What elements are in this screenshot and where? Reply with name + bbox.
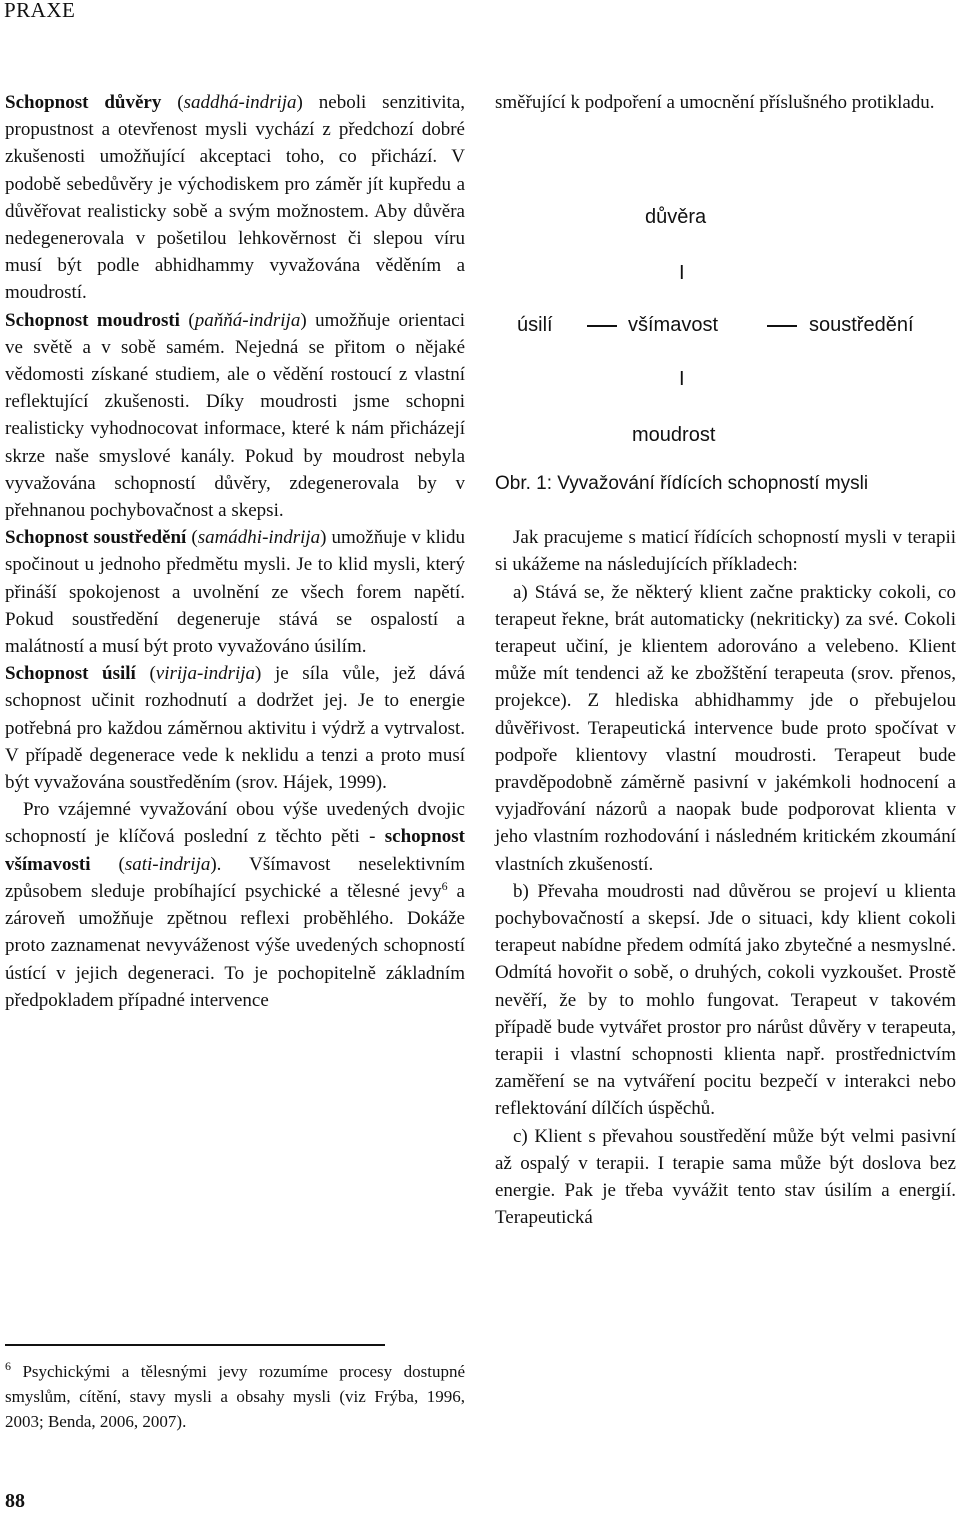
- figure-caption: Obr. 1: Vyvažování řídících schopností mysli: [495, 473, 869, 495]
- paragraph-intro: Jak pracujeme s maticí řídících schopností mysli v terapii si ukážeme na následujících příkladech:: [495, 527, 956, 576]
- term-wisdom: Schopnost moudrosti: [5, 309, 180, 331]
- running-header: PRAXE: [4, 0, 76, 22]
- term-effort: Schopnost úsilí: [5, 663, 136, 685]
- footnote-number: 6: [5, 1359, 11, 1373]
- paragraph-example-c: c) Klient s převahou soustředění může být velmi pasivní až ospalý v terapii. I terapie sama může být doslova bez energie. Pak je třeba vyvážit tento stav úsilím a energií. Terapeutická: [495, 1125, 956, 1229]
- pali-term-wisdom: paňňá-indrija: [194, 309, 301, 331]
- term-concentration: Schopnost soustředění: [5, 527, 187, 549]
- diagram-node-effort: úsilí: [517, 314, 553, 337]
- spacer: [495, 497, 956, 524]
- balance-diagram: [495, 116, 956, 470]
- term-mindfulness: schopnost všímavosti: [5, 826, 465, 875]
- paragraph-continuation: směřující k podpoření a umocnění příslušného protikladu.: [495, 92, 935, 113]
- paragraph-trust: Schopnost důvěry (saddhá-indrija) neboli senzitivita, propustnost a otevřenost mysli vychází z předchozí dobré zkušenosti umožňující akceptaci toho, co přichází. V podobě sebedůvěry je východiskem pro záměr jít kupředu a důvěřovat realisticky sobě a svým možnostem. Aby důvěra nedegenerovala v pošetilou lehkověrnost či slepou víru musí být podle abhidhammy vyvažována věděním a moudrostí.: [5, 92, 466, 304]
- diagram-node-wisdom: moudrost: [632, 424, 716, 447]
- page-number: 88: [5, 1490, 25, 1512]
- paragraph-mindfulness: Pro vzájemné vyvažování obou výše uvedených dvojic schopností je klíčová poslední z těchto pěti - schopnost všímavosti (sati-indrija). Všímavost neselektivním způsobem sleduje probíhající psychické a tělesné jevy$^6$ a zároveň umožňuje zpětnou reflexi proběhlého. Dokáže proto zaznamenat nevyváženost výše uvedených schopností ústící v jejich degeneraci. To je pochopitelně základním předpokladem případné intervence: [5, 799, 465, 1011]
- right-column: [495, 89, 956, 1231]
- diagram-connector-top: I: [679, 262, 685, 285]
- footnote-text: Psychickými a tělesnými jevy rozumíme procesy dostupné smyslům, cítění, stavy mysli a obsahy mysli (viz Frýba, 1996, 2003; Benda, 2006, 2007).: [5, 1362, 465, 1431]
- paragraph-effort: Schopnost úsilí (virija-indrija) je síla vůle, jež dává schopnost učinit rozhodnutí a dodržet jej. Je to energie potřebná pro každou záměrnou aktivitu i výdrž a vytrvalost. V případě degenerace vede k neklidu a tenzi a proto musí být vyvažována soustředěním (srov. Hájek, 1999).: [5, 663, 465, 794]
- diagram-node-trust: důvěra: [645, 206, 707, 229]
- diagram-node-concentration: soustředění: [809, 314, 914, 337]
- paragraph-concentration: Schopnost soustředění (samádhi-indrija) umožňuje v klidu spočinout u jednoho předmětu mysli. Je to klid mysli, který přináší spokojenost a uvolnění ze všech forem napětí. Pokud soustředění degeneruje stává se ospalostí a malátností a musí být proto vyvažováno úsilím.: [5, 527, 465, 658]
- term-trust: Schopnost důvěry: [5, 92, 162, 113]
- diagram-connector-bottom: I: [679, 368, 685, 391]
- left-column: [5, 89, 465, 1014]
- pali-term-concentration: samádhi-indrija: [197, 527, 321, 549]
- diagram-dash-right: [767, 325, 797, 327]
- paragraph-example-a: a) Stává se, že některý klient začne prakticky cokoli, co terapeut řekne, brát automaticky (nekriticky) za své. Cokoli terapeut učiní, je klientem adorováno a velebeno. Klient může mít tendenci až ke zbožštění terapeuta (srov. přenos, projekce). Z hlediska abhidhammy jde o přebujelou důvěřivost. Terapeutická intervence bude proto spočívat v podpoře klientovy vlastní moudrosti. Terapeut bude pravděpodobně záměrně pasivní v jakémkoli hodnocení a vyjadřování názorů a naopak bude podporovat klienta v jeho vlastním rozhodování i následném kritickém zkoumání vlastních zkušeností.: [495, 581, 956, 875]
- diagram-dash-left: [587, 325, 617, 327]
- diagram-node-mindfulness: všímavost: [628, 314, 719, 337]
- footnote-rule: [5, 1344, 385, 1346]
- paragraph-wisdom: Schopnost moudrosti (paňňá-indrija) umožňuje orientaci ve světě a v sobě samém. Nejedná se přitom o nějaké vědomosti získané studiem, ale o vědění rostoucí z vlastní reflektující zkušenosti. Díky moudrosti jsme schopni realisticky vyhodnocovat informace, které k nám přicházejí skrze naše smyslové kanály. Pokud by moudrost nebyla vyvažována schopností důvěry, zdegenerovala by v přehnanou pochybovačnost a skepsi.: [5, 309, 465, 522]
- pali-term-trust: saddhá-indrija: [183, 92, 297, 113]
- pali-term-mindfulness: sati-indrija: [124, 853, 211, 875]
- footnote: [5, 1359, 465, 1434]
- paragraph-example-b: b) Převaha moudrosti nad důvěrou se projeví u klienta pochybovačností a skepsí. Jde o situaci, kdy klient cokoli terapeut nabídne předem odmítá jako zbytečné a nesmyslné. Odmítá hovořit o sobě, o druhých, cokoli vyzkoušet. Prostě nevěří, že by to mohlo fungovat. Terapeut v takovém případě bude vytvářet prostor pro nárůst důvěry v terapeuta, terapii i vlastní schopnosti klienta např. prostřednictvím zaměření se na vytváření pocitu bezpečí v interakci nebo reflektování dílčích úspěchů.: [495, 880, 956, 1120]
- footnote-ref: 6: [441, 878, 448, 893]
- pali-term-effort: virija-indrija: [155, 663, 256, 685]
